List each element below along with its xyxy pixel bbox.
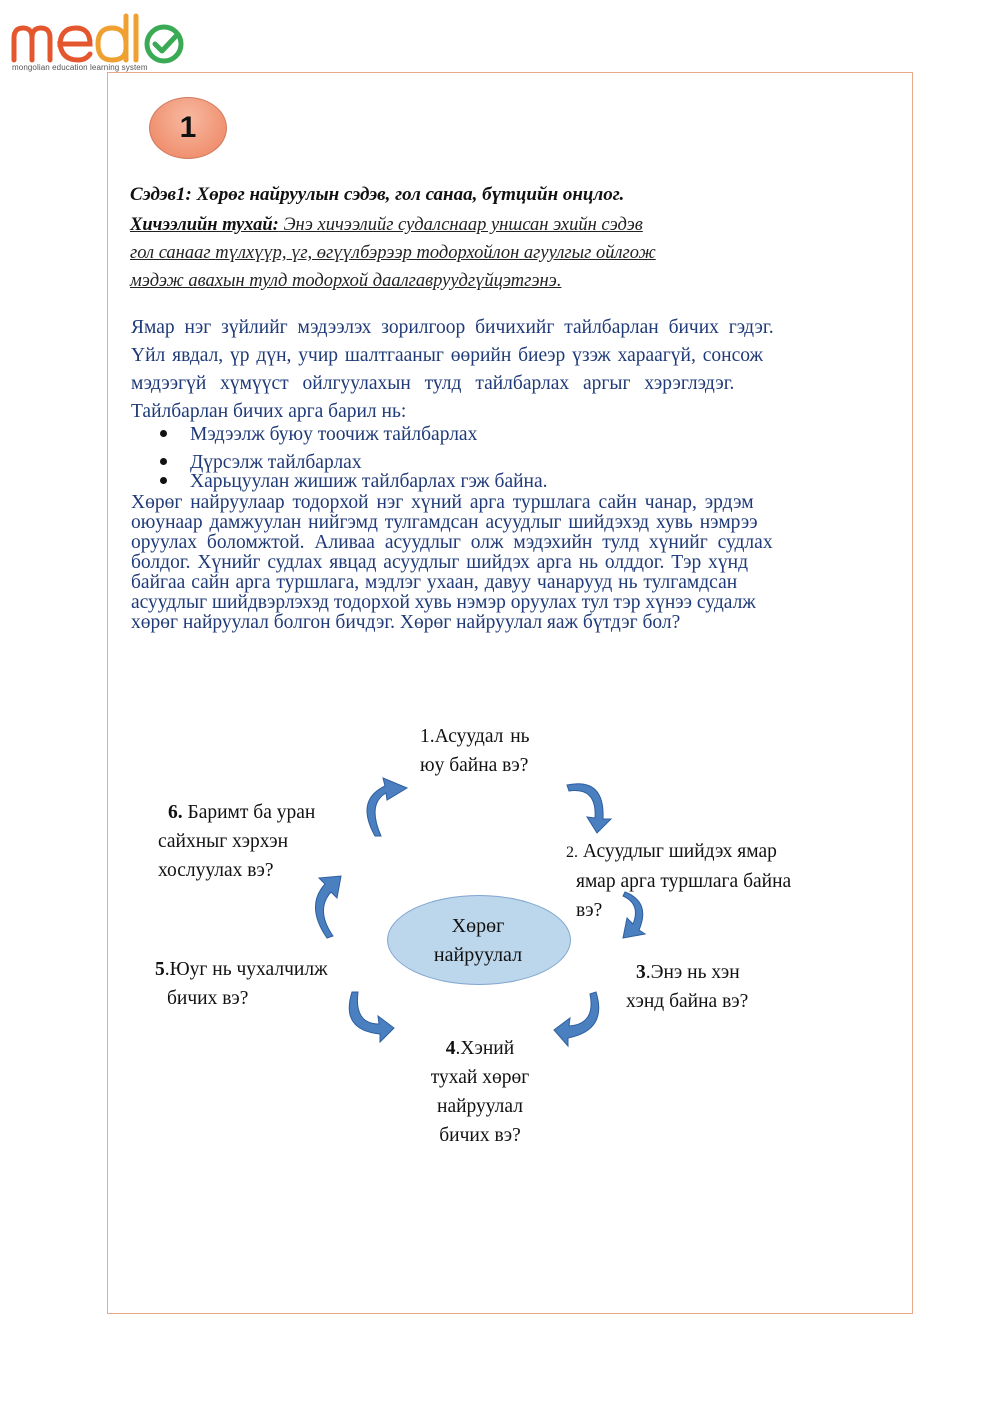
curved-arrow-icon bbox=[305, 870, 345, 940]
paragraph-line: Ямар нэг зүйлийг мэдээлэх зорилгоор бичихийг тайлбарлан бичих гэдэг. bbox=[131, 317, 774, 338]
logo-tagline: mongolian education learning system bbox=[12, 63, 148, 72]
question-6: 6. Баримт ба уран сайхныг хэрхэн хослуулах вэ? bbox=[158, 802, 316, 881]
topic-title: Сэдэв1: Хөрөг найруулын сэдэв, гол санаа, бүтцийн онцлог. bbox=[130, 184, 625, 205]
bullet-dot bbox=[160, 477, 167, 484]
paragraph-line: Үйл явдал, үр дүн, учир шалтгааныг өөрийн биеэр үзэж хараагүй, сонсож bbox=[131, 345, 763, 366]
paragraph-intro bbox=[131, 314, 895, 426]
question-2: 2. Асуудлыг шийдэх ямар ямар арга туршлага байна вэ? bbox=[566, 841, 792, 921]
paragraph-line: хөрөг найруулал болгон бичдэг. Хөрөг найруулал яаж бүтдэг бол? bbox=[131, 612, 681, 633]
paragraph-line: асуудлыг шийдвэрлэхэд тодорхой хувь нэмэр оруулах тул тэр хүнээ судалж bbox=[131, 592, 756, 613]
bullet-dot bbox=[160, 430, 167, 437]
curved-arrow-icon bbox=[340, 990, 395, 1046]
paragraph-line: байгаа сайн арга туршлага, мэдлэг ухаан, давуу чанарууд нь тулгамдсан bbox=[131, 572, 738, 593]
paragraph-line: мэдээгүй хүмүүст ойлгуулахын тулд тайлбарлах аргыг хэрэглэдэг. bbox=[131, 373, 735, 394]
paragraph-portrait bbox=[131, 493, 895, 633]
curved-arrow-icon bbox=[617, 890, 652, 942]
paragraph-line: оруулах боломжтой. Аливаа асуудлыг олж мэдэхийн тулд хүнийг судлах bbox=[131, 532, 773, 553]
question-1: 1.Асуудал нь юу байна вэ? bbox=[420, 726, 530, 776]
paragraph-line: Тайлбарлан бичих арга барил нь: bbox=[131, 401, 407, 422]
bullet-item: Дүрсэлж тайлбарлах bbox=[160, 452, 362, 474]
question-3: 3.Энэ нь хэн хэнд байна вэ? bbox=[626, 962, 749, 1012]
center-label: Хөрөг найруулал bbox=[433, 915, 523, 966]
lesson-number-badge: 1 bbox=[149, 97, 227, 159]
curved-arrow-icon bbox=[355, 770, 415, 840]
bullet-item: Мэдээлж буюу тоочиж тайлбарлах bbox=[160, 424, 477, 446]
lesson-label: Хичээлийн тухай: bbox=[130, 215, 279, 235]
question-5: 5.Юуг нь чухалчилж бичих вэ? bbox=[155, 959, 328, 1009]
bullet-dot bbox=[160, 458, 167, 465]
curved-arrow-icon bbox=[552, 990, 607, 1048]
paragraph-line: Хөрөг найруулаар тодорхой нэг хүний арга туршлага сайн чанар, эрдэм bbox=[131, 492, 754, 513]
paragraph-line: болдог. Хүнийг судлах явцад асуудлыг шийдэх арга нь олддог. Тэр хүнд bbox=[131, 552, 749, 573]
paragraph-line: оюунаар дамжуулан нийгэмд тулгамдсан асуудлыг шийдэхэд хувь нэмрээ bbox=[131, 512, 758, 533]
bullet-item: Харьцуулан жишиж тайлбарлах гэж байна. bbox=[160, 471, 548, 493]
question-4: 4.Хэний тухай хөрөг найруулал бичих вэ? bbox=[430, 1038, 530, 1146]
lesson-about: Хичээлийн тухай: Энэ хичээлийг судалснаар уншсан эхийн сэдэв гол санааг түлхүүр, үг, өгүүлбэрээр тодорхойлон агуулгыг ойлгож мэдэж авахын тулд тодорхой даалгавруудгүйцэтгэнэ. bbox=[130, 215, 656, 291]
curved-arrow-icon bbox=[565, 775, 615, 835]
